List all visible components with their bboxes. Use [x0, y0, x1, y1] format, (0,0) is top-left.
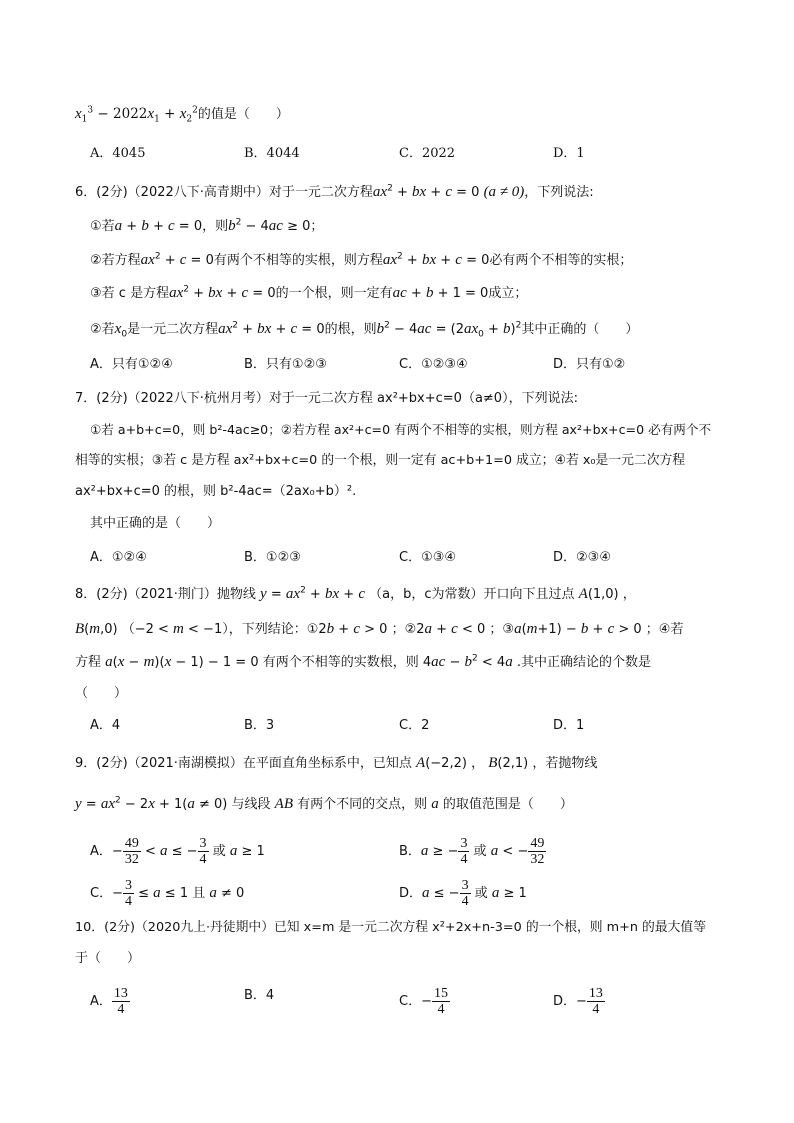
q10-option-c[interactable]: C．− $\frac{15}{4}$ — [399, 986, 448, 1017]
q6-stem: 6．(2分)（2022八下·高青期中）对于一元二次方程$ax^2$ + bx + c = 0 (a ≠ 0)，下列说法: — [75, 183, 594, 200]
q7-statements-line3: ax²+bx+c=0 的根，则 b²-4ac=（2ax₀+b）². — [75, 484, 357, 499]
q5-option-c[interactable]: C．2022 — [399, 146, 456, 161]
q6-statement-3: ③若 c 是方程$ax^2$ + bx + c = 0的一个根，则一定有ac + b + 1 = 0成立； — [90, 284, 528, 301]
q6-option-b[interactable]: B．只有①②③ — [244, 357, 327, 372]
q9-stem-line2: $y = ax^2 - 2x + 1(a \ne 0)$ 与线段 AB 有两个不同的交点，则 a 的取值范围是（ ） — [75, 795, 573, 812]
q6-option-d[interactable]: D．只有①② — [553, 357, 626, 372]
q9-option-a[interactable]: A．− $\frac{49}{32}$ < a ≤ − $\frac{3}{4}$ 或 a ≥ 1 — [90, 836, 265, 867]
q7-statements-line1: ①若 a+b+c=0，则 b²-4ac≥0；②若方程 ax²+c=0 有两个不相等的实根，则方程 ax²+bx+c=0 必有两个不 — [90, 422, 712, 437]
q5-option-a[interactable]: A．4045 — [90, 146, 146, 161]
q6-statement-4: ②若$x_0$是一元二次方程$ax^2$ + bx + c = 0的根，则$b^2 - 4ac = (2ax_0 + b)^2$其中正确的（ ） — [90, 320, 639, 340]
q8-stem-line2: B(m,0) （−2 < m < −1），下列结论：①2b + c > 0 ；②2a + c < 0 ；③a(m+1) − b + c > 0 ；④若 — [75, 621, 684, 637]
q8-stem-line4: （ ） — [75, 686, 128, 701]
q7-option-a[interactable]: A．①②④ — [90, 550, 147, 565]
q5-stem: $x_1^3 - 2022x_1 + x_2^2$的值是（ ） — [75, 105, 289, 125]
q7-stem: 7．(2分)（2022八下·杭州月考）对于一元二次方程 ax²+bx+c=0（a≠0），下列说法: — [75, 391, 578, 406]
q8-option-b[interactable]: B．3 — [244, 718, 275, 733]
q10-stem-line2: 于（ ） — [75, 951, 141, 966]
q8-option-a[interactable]: A．4 — [90, 718, 121, 733]
q7-question: 其中正确的是（ ） — [90, 516, 221, 531]
q7-option-d[interactable]: D．②③④ — [553, 550, 611, 565]
q8-option-c[interactable]: C．2 — [399, 718, 430, 733]
q10-option-a[interactable]: A． $\frac{13}{4}$ — [90, 986, 128, 1017]
q6-option-a[interactable]: A．只有①②④ — [90, 357, 173, 372]
q10-option-b[interactable]: B．4 — [244, 988, 275, 1003]
q9-option-c[interactable]: C．− $\frac{3}{4}$ ≤ a ≤ 1 且 a ≠ 0 — [90, 878, 245, 909]
q8-stem-line3: 方程 a(x − m)(x − 1) − 1 = 0 有两个不相等的实数根，则 $4ac - b^2 < 4a$ .其中正确结论的个数是 — [75, 653, 651, 670]
q9-option-d[interactable]: D．a ≤ − $\frac{3}{4}$ 或 a ≥ 1 — [399, 878, 527, 909]
q6-statement-1: ①若a + b + c = 0，则$b^2 - 4ac \ge 0$； — [90, 217, 324, 234]
q9-option-b[interactable]: B．a ≥ − $\frac{3}{4}$ 或 a < − $\frac{49}{32}$ — [399, 836, 545, 867]
q5-option-d[interactable]: D．1 — [553, 146, 585, 161]
q6-option-c[interactable]: C．①②③④ — [399, 357, 468, 372]
q6-statement-2: ②若方程$ax^2 + c = 0$有两个不相等的实根，则方程$ax^2$ + bx + c = 0必有两个不相等的实根； — [90, 251, 633, 268]
q9-stem-line1: 9．(2分)（2021·南湖模拟）在平面直角坐标系中，已知点 A(−2,2) ， B(2,1) ，若抛物线 — [75, 755, 598, 771]
q5-option-b[interactable]: B．4044 — [244, 146, 300, 161]
q8-stem-line1: 8．(2分)（2021·荆门）抛物线 $y = ax^2$ + bx + c （a，b，c为常数）开口向下且过点 A(1,0) ， — [75, 585, 636, 602]
q7-option-b[interactable]: B．①②③ — [244, 550, 301, 565]
q7-option-c[interactable]: C．①③④ — [399, 550, 457, 565]
q10-stem-line1: 10．(2分)（2020九上·丹徒期中）已知 x=m 是一元二次方程 x²+2x+n-3=0 的一个根，则 m+n 的最大值等 — [75, 920, 707, 935]
q10-option-d[interactable]: D．− $\frac{13}{4}$ — [553, 986, 603, 1017]
q8-option-d[interactable]: D．1 — [553, 718, 585, 733]
q7-statements-line2: 相等的实根；③若 c 是方程 ax²+bx+c=0 的一个根，则一定有 ac+b+1=0 成立；④若 x₀是一元二次方程 — [75, 453, 686, 468]
